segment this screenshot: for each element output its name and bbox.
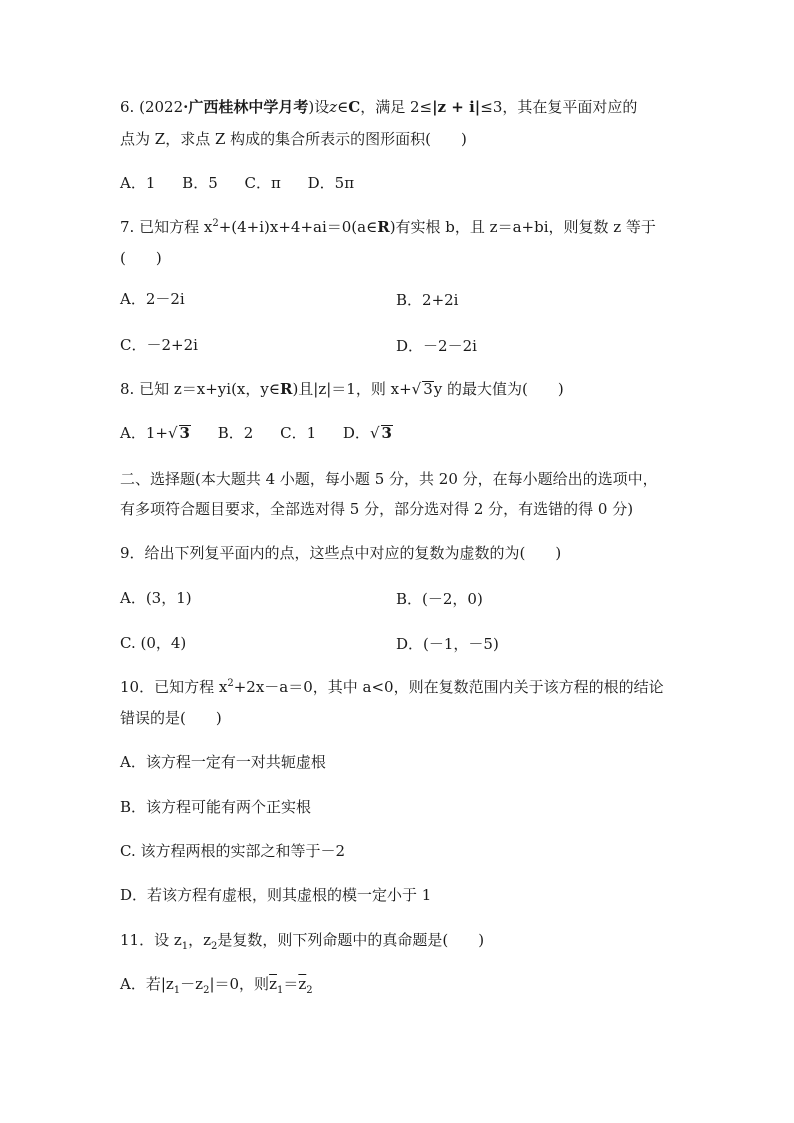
q9-option-c[interactable]: C. (0，4) <box>120 634 187 652</box>
q10-line1: 10．已知方程 $x^2+2x-a=0$，其中 a<0，则在复数范围内关于该方程的根的结论 <box>120 678 664 696</box>
q8-options <box>120 423 415 443</box>
q9-option-a[interactable]: A．(3，1) <box>120 589 192 607</box>
q9-option-b[interactable]: B．(－2，0) <box>396 590 483 608</box>
q10-option-b[interactable]: B．该方程可能有两个正实根 <box>120 798 312 816</box>
q6-option-b[interactable]: B．5 <box>182 174 218 192</box>
q8-number: 8. <box>120 380 135 398</box>
q10-option-c[interactable]: C. 该方程两根的实部之和等于－2 <box>120 842 346 860</box>
q8-option-a[interactable]: A．1+√ 3 <box>120 424 190 442</box>
conjugate-z2: $\overline{z}$ <box>298 975 307 993</box>
sqrt-icon: √ <box>167 424 178 442</box>
q6-source: 广西桂林中学月考 <box>188 98 309 116</box>
q7-option-a[interactable]: A．2－2i <box>120 290 185 308</box>
q8-option-c[interactable]: C．1 <box>280 424 317 442</box>
q9-option-d[interactable]: D．(－1，－5) <box>396 635 499 653</box>
q6-option-a[interactable]: A．1 <box>120 174 156 192</box>
q8-line1: 8. 已知 z＝x+yi(x，y∈R)且|z|＝1，则 x+√ 3y 的最大值为( ) <box>120 380 564 398</box>
sqrt-icon: √ <box>411 380 422 398</box>
q10-option-a[interactable]: A．该方程一定有一对共轭虚根 <box>120 753 326 771</box>
q7-option-b[interactable]: B．2+2i <box>396 291 459 309</box>
sqrt-icon: √ <box>369 424 380 442</box>
q7-options-row1 <box>120 289 185 309</box>
q7-number: 7. <box>120 218 135 236</box>
q11-line1: 11．设 $z_1$，$z_2$是复数，则下列命题中的真命题是( ) <box>120 931 485 952</box>
q8-option-b[interactable]: B．2 <box>217 424 254 442</box>
q8-option-d[interactable]: D．√ 3 <box>342 424 392 442</box>
q6-option-c[interactable]: C．π <box>244 174 281 192</box>
conjugate-z1: $\overline{z}$ <box>269 975 277 993</box>
q7-line2: ( ) <box>120 249 162 267</box>
q6-line2: 点为 Z，求点 Z 构成的集合所表示的图形面积( ) <box>120 130 467 148</box>
section2-heading-line1: 二、选择题(本大题共 4 小题，每小题 5 分，共 20 分，在每小题给出的选项中， <box>120 470 658 488</box>
q7-options-row2 <box>120 335 198 355</box>
q7-line1: 7. 已知方程 $x^2+(4+i)x+4+ai=0(a\in R)$有实根 b，且 z＝a+bi，则复数 z 等于 <box>120 218 656 236</box>
q10-line2: 错误的是( ) <box>120 709 222 727</box>
q6-number: 6. <box>120 98 135 116</box>
q9-line1: 9．给出下列复平面内的点，这些点中对应的复数为虚数的为( ) <box>120 544 562 562</box>
q11-option-a[interactable]: A．若$|z_1-z_2|=0$，则$\overline{z}_1=\overline{z}_2$ <box>120 975 313 996</box>
q7-option-c[interactable]: C．－2+2i <box>120 336 198 354</box>
q7-option-d[interactable]: D．－2－2i <box>396 337 477 355</box>
q6-abs-expression: |z + i| <box>432 98 481 116</box>
q6-option-d[interactable]: D．5π <box>307 174 355 192</box>
q6-options <box>120 173 376 193</box>
q10-option-d[interactable]: D．若该方程有虚根，则其虚根的模一定小于 1 <box>120 886 432 904</box>
section2-heading-line2: 有多项符合题目要求，全部选对得 5 分，部分选对得 2 分，有选错的得 0 分) <box>120 500 634 518</box>
q6-line1: 6. (2022·广西桂林中学月考)设z∈C，满足 2≤|z + i|≤3，其在复平面对应的 <box>120 98 638 116</box>
